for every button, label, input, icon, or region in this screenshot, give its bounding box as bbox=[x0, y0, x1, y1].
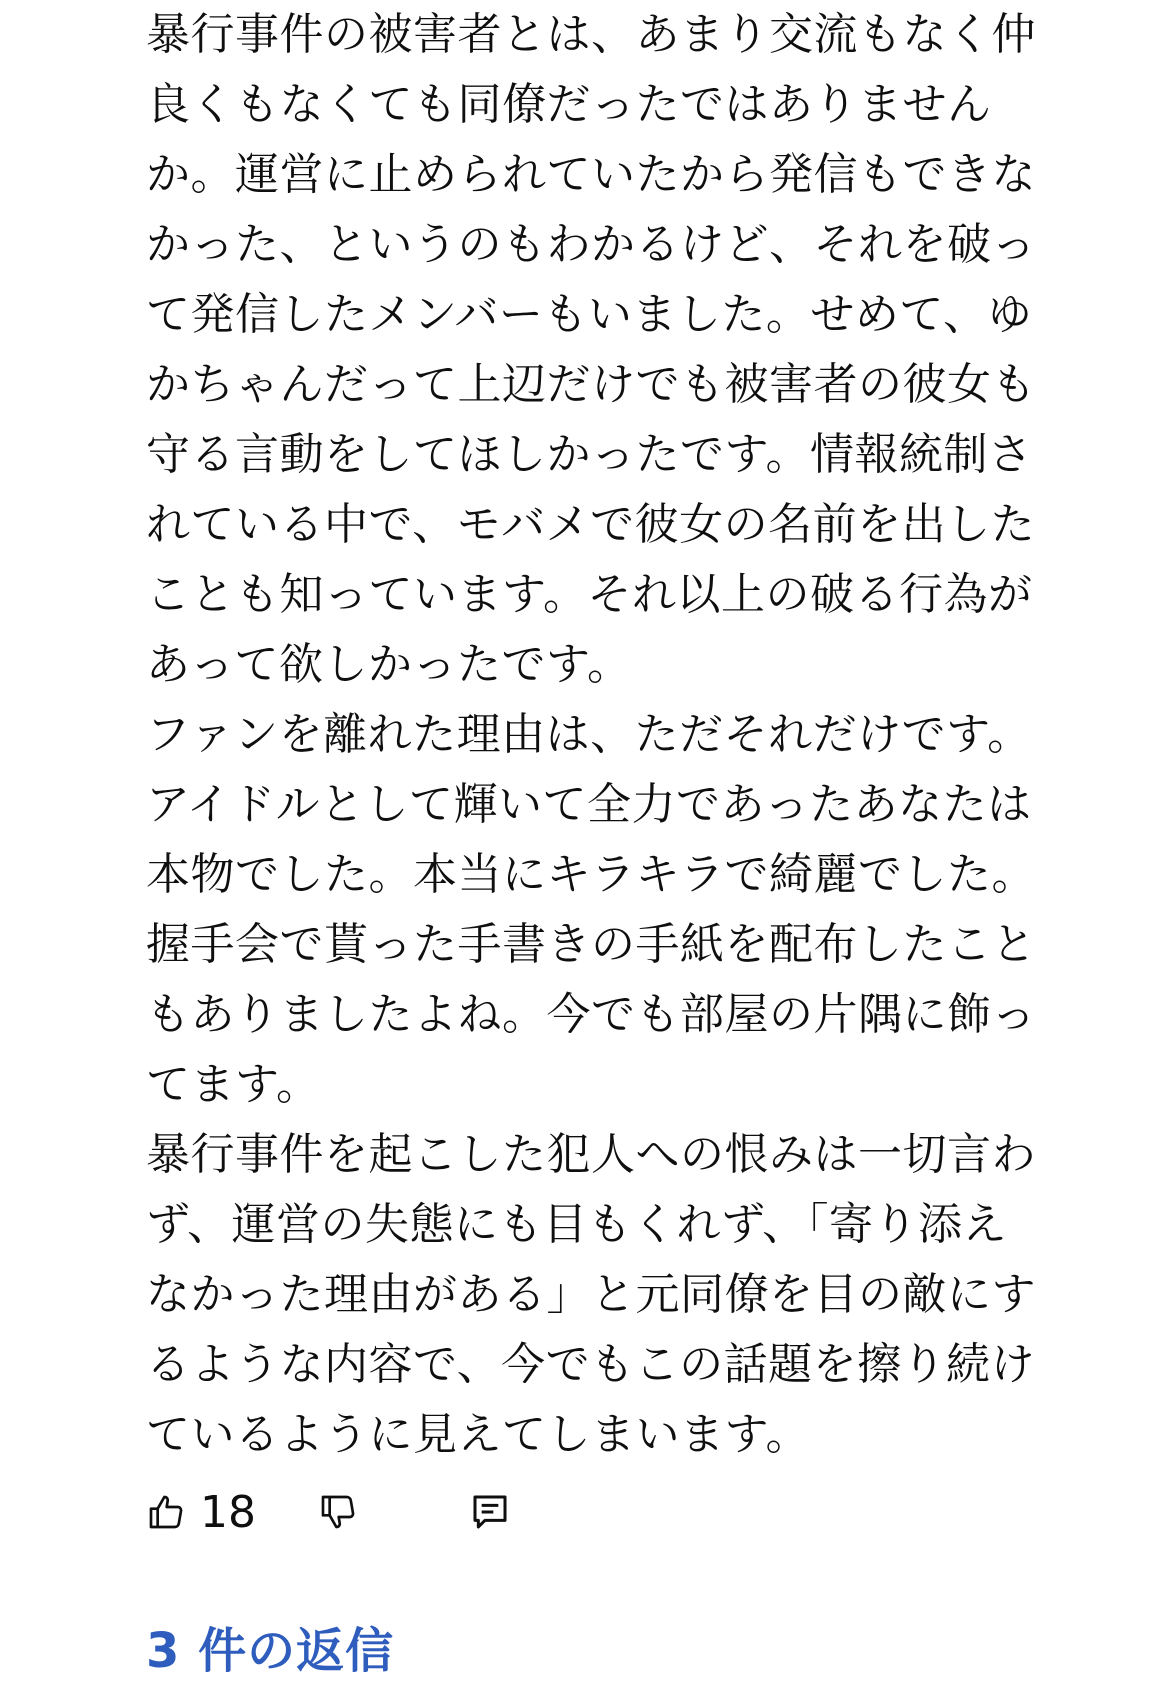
like-button[interactable] bbox=[146, 1487, 256, 1538]
thumbs-up-icon bbox=[146, 1492, 186, 1532]
like-count: 18 bbox=[200, 1486, 256, 1538]
dislike-button[interactable] bbox=[318, 1492, 358, 1532]
reply-button[interactable] bbox=[470, 1492, 510, 1532]
thumbs-down-icon bbox=[318, 1492, 358, 1532]
comment-text: 暴行事件の被害者とは、あまり交流もなく仲良くもなくても同僚だったではありませんか。運営に止められていたから発信もできなかった、というのもわかるけど、それを破って発信したメンバーもいました。せめて、ゆかちゃんだって上辺だけでも被害者の彼女も守る言動をしてほしかったです。情報統制されている中で、モバメで彼女の名前を出したことも知っています。それ以上の破る行為があって欲しかったです。 ファンを離れた理由は、ただそれだけです。 アイドルとして輝いて全力であったあなたは本物でした。本当にキラキラで綺麗でした。 握手会で貰った手書きの手紙を配布したこともありましたよね。今でも部屋の片隅に飾ってます。 暴行事件を起こした犯人への恨みは一切言わず、運営の失態にも目もくれず、「寄り添えなかった理由がある」と元同僚を目の敵にするような内容で、今でもこの話題を擦り続けているように見えてしまいます。 bbox=[146, 9, 1036, 1460]
view-replies-link[interactable]: 3 件の返信 bbox=[146, 1623, 395, 1679]
comment bbox=[146, 0, 1046, 1470]
comment-icon bbox=[470, 1492, 510, 1532]
comment-actions bbox=[146, 1482, 510, 1542]
